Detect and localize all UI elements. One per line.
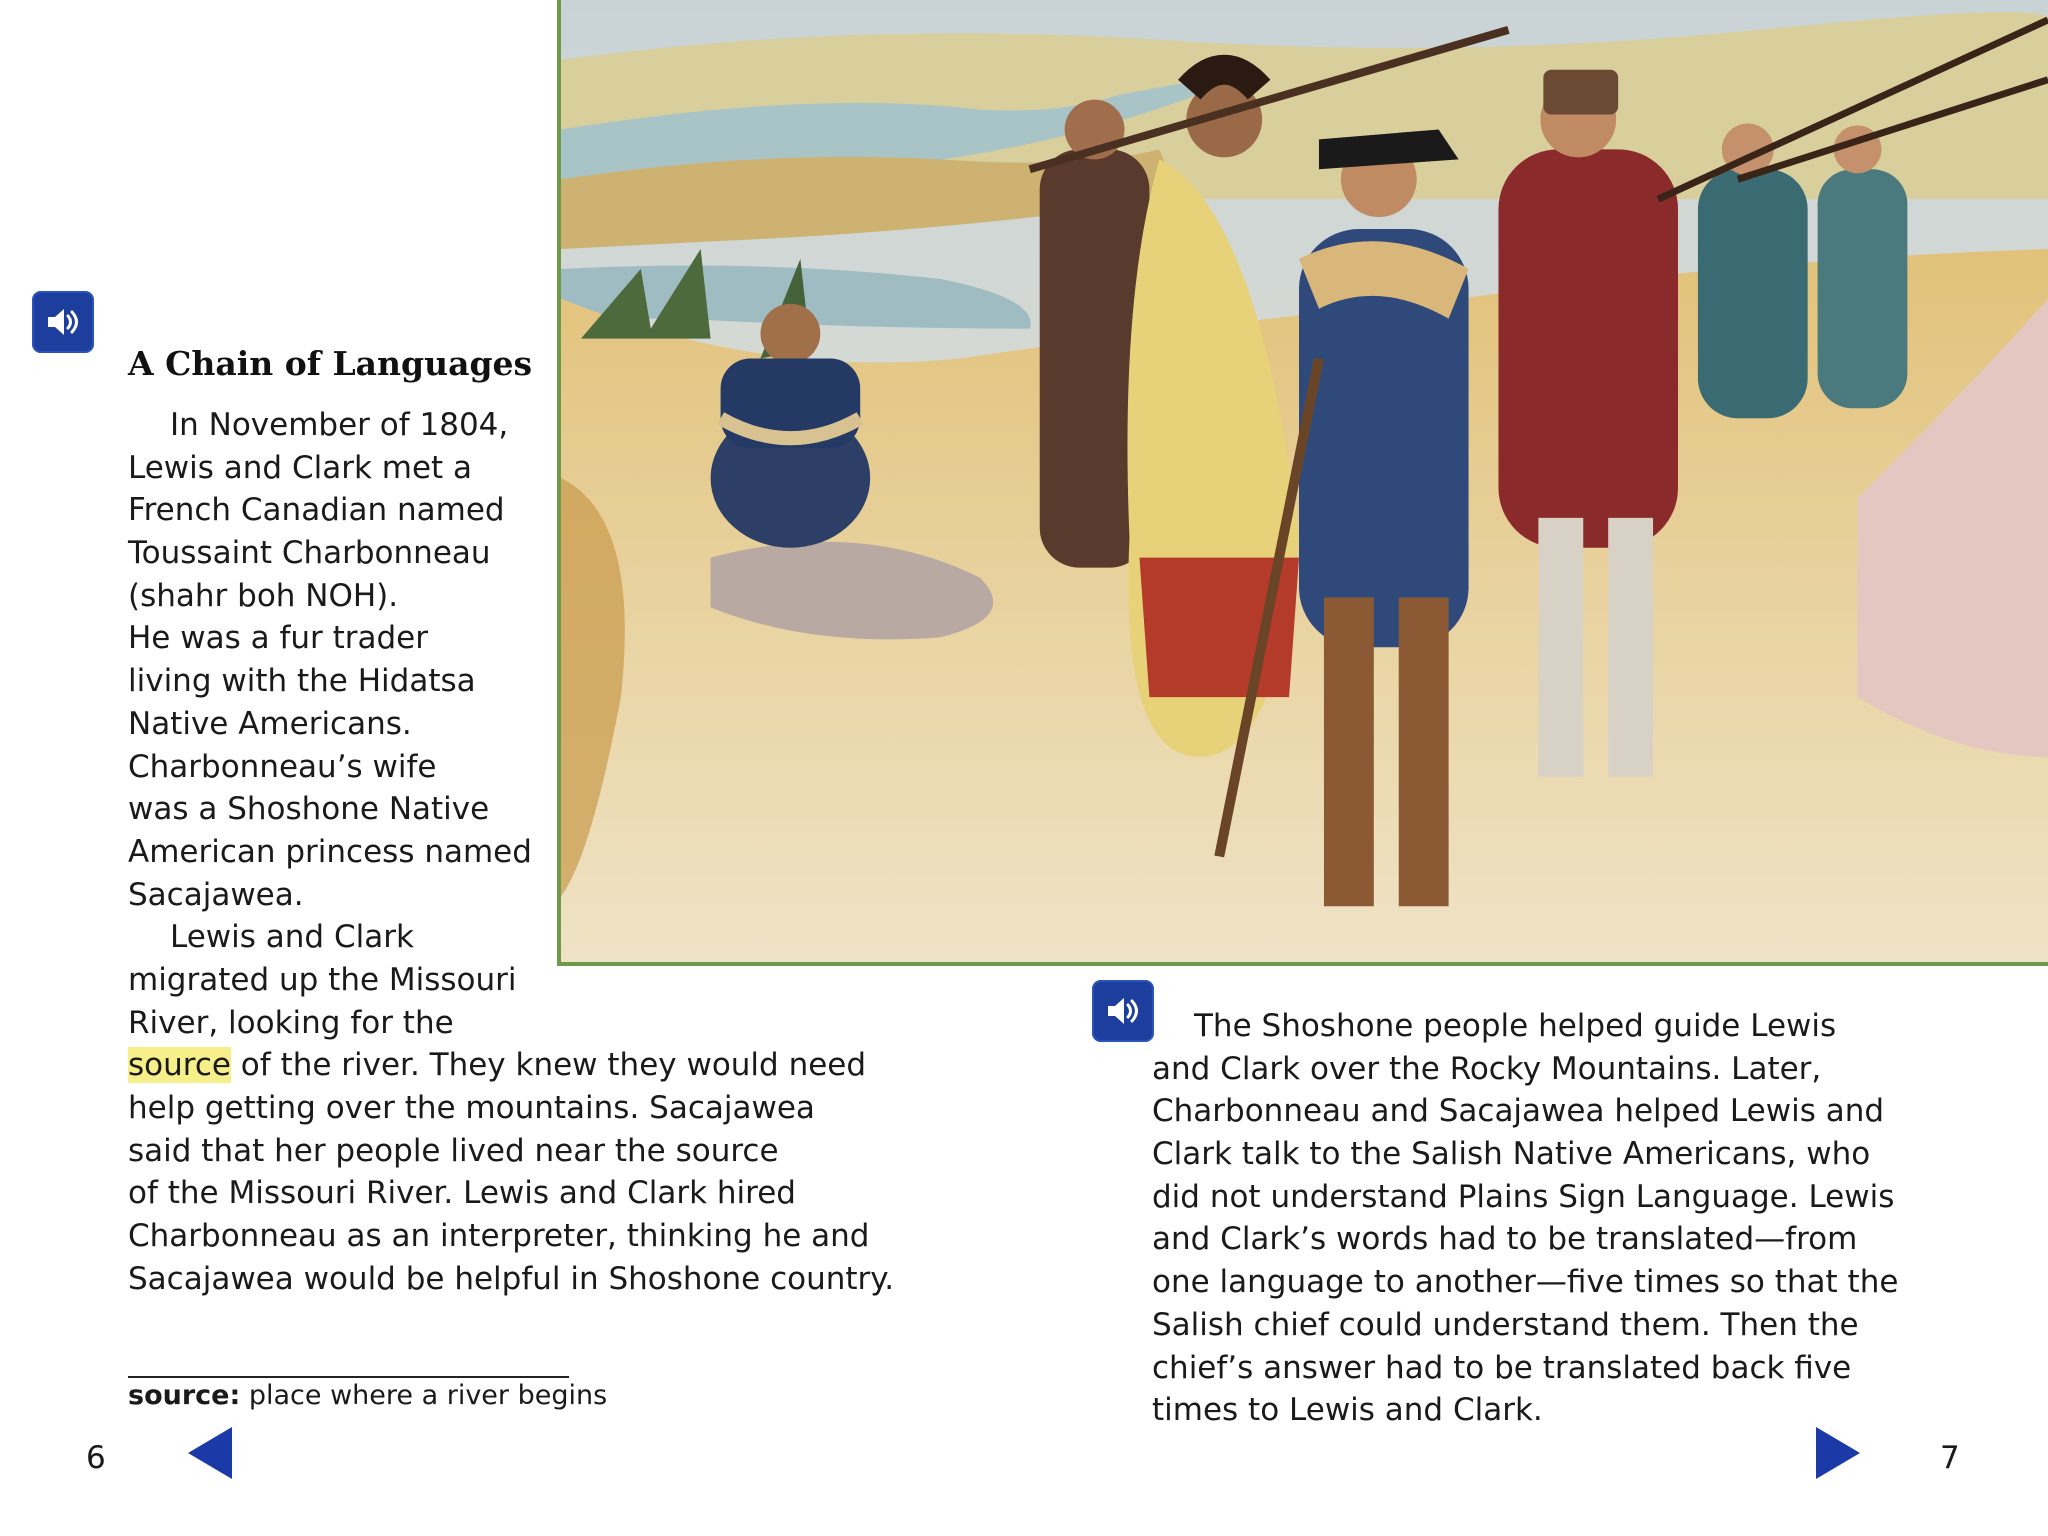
text-line: The Shoshone people helped guide Lewis	[1194, 1008, 1837, 1044]
text-line: of the Missouri River. Lewis and Clark hired	[128, 1175, 796, 1212]
triangle-right-icon	[1814, 1425, 1862, 1481]
audio-button-left[interactable]	[32, 291, 94, 353]
text-line: help getting over the mountains. Sacajawea	[128, 1090, 815, 1126]
page-number-left: 6	[86, 1440, 106, 1476]
text-line: French Canadian named	[128, 492, 505, 529]
text-line: Lewis and Clark met a	[128, 449, 473, 486]
glossary-word-source[interactable]: source	[128, 1047, 231, 1084]
text-line: Charbonneau’s wife	[128, 748, 437, 785]
text-line: living with the Hidatsa	[128, 663, 476, 700]
text-line: source of the river. They knew they would need	[128, 1047, 867, 1084]
text-line: Sacajawea would be helpful in Shoshone country.	[128, 1260, 895, 1297]
triangle-left-icon	[186, 1425, 234, 1481]
text-line: was a Shoshone Native	[128, 791, 490, 828]
text-line: Clark talk to the Salish Native Americans, who	[1152, 1136, 1871, 1173]
text-line: said that her people lived near the source	[128, 1132, 779, 1169]
page-number-right: 7	[1940, 1440, 1960, 1476]
text-line: He was a fur trader	[128, 620, 428, 657]
text-line: Toussaint Charbonneau	[128, 535, 491, 572]
text-line: Sacajawea.	[128, 876, 304, 913]
next-page-button[interactable]	[1814, 1425, 1862, 1481]
footnote-definition: place where a river begins	[240, 1380, 608, 1411]
expedition-illustration	[557, 0, 2048, 966]
section-heading: A Chain of Languages	[128, 344, 533, 383]
text-line: River, looking for the	[128, 1004, 454, 1041]
text-line: and Clark’s words had to be translated—from	[1152, 1221, 1858, 1258]
right-paragraph	[1152, 1005, 1898, 1432]
footnote-term: source:	[128, 1380, 241, 1411]
text-line: Salish chief could understand them. Then the	[1152, 1306, 1859, 1343]
audio-button-right[interactable]	[1092, 980, 1154, 1042]
text-line: and Clark over the Rocky Mountains. Later,	[1152, 1050, 1822, 1087]
text-line: In November of 1804,	[170, 407, 509, 443]
text-line: Native Americans.	[128, 705, 412, 742]
previous-page-button[interactable]	[186, 1425, 234, 1481]
text-line: Charbonneau and Sacajawea helped Lewis and	[1152, 1093, 1885, 1130]
text-line: migrated up the Missouri	[128, 961, 517, 998]
text-line: Lewis and Clark	[170, 919, 414, 956]
text-line: times to Lewis and Clark.	[1152, 1392, 1543, 1429]
footnote	[128, 1380, 607, 1411]
text-line: Charbonneau as an interpreter, thinking he and	[128, 1218, 870, 1255]
text-line: one language to another—five times so that the	[1152, 1264, 1899, 1301]
speaker-icon	[41, 300, 85, 344]
footnote-divider	[128, 1376, 569, 1378]
text-line: chief’s answer had to be translated back five	[1152, 1349, 1852, 1386]
text-line: American princess named	[128, 833, 532, 870]
text-line: (shahr boh NOH).	[128, 577, 399, 614]
text-line: did not understand Plains Sign Language. Lewis	[1152, 1178, 1895, 1215]
speaker-icon	[1101, 989, 1145, 1033]
